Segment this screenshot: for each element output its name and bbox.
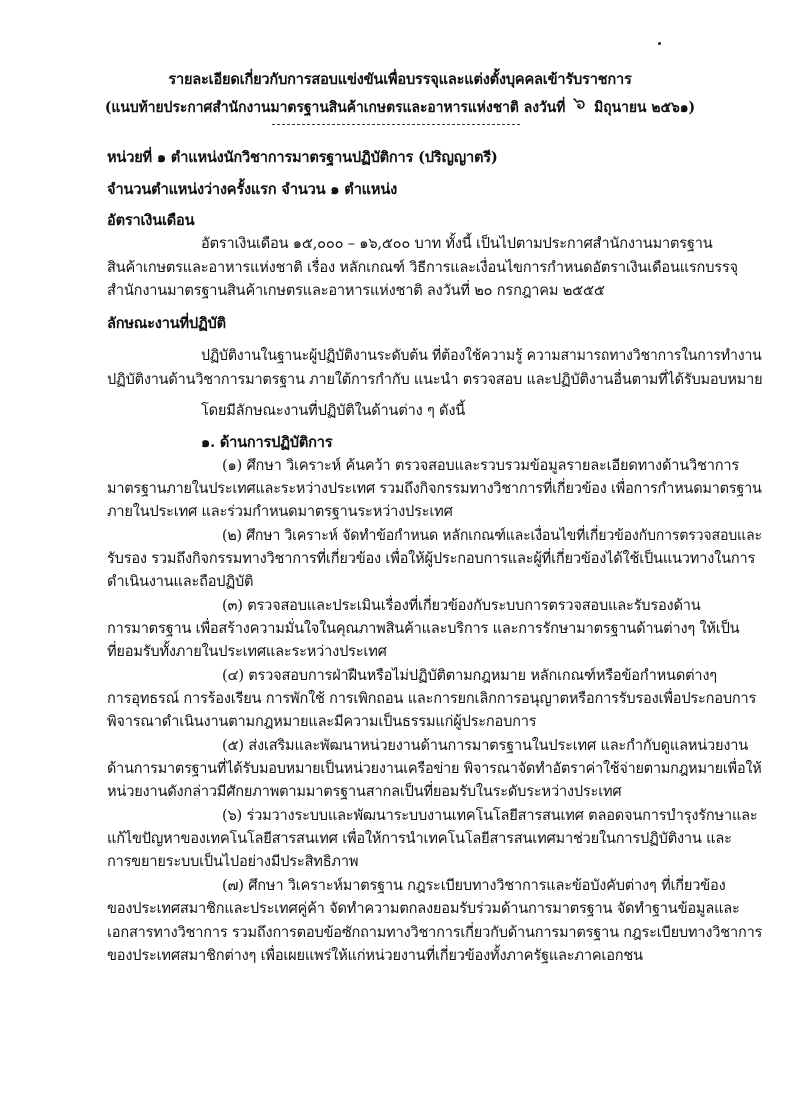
title-text-after-date: มิถุนายน ๒๕๖๑)	[594, 99, 696, 116]
task-item-line: (๕) ส่งเสริมและพัฒนาหน่วยงานด้านการมาตรฐานในประเทศ และกำกับดูแลหน่วยงาน	[222, 737, 749, 754]
dashed-separator	[272, 124, 520, 125]
task-item-line: (๔) ตรวจสอบการฝ่าฝืนหรือไม่ปฏิบัติตามกฎหมาย หลักเกณฑ์หรือข้อกำหนดต่างๆ	[222, 667, 717, 684]
task-item-line: หน่วยงานดังกล่าวมีศักยภาพตามมาตรฐานสากลเป็นที่ยอมรับในระดับระหว่างประเทศ	[107, 783, 622, 800]
vacancy-count: จำนวนตำแหน่งว่างครั้งแรก จำนวน ๑ ตำแหน่ง	[107, 181, 398, 198]
document-title-line2	[20, 90, 780, 116]
title-text-before-date: (แนบท้ายประกาศสำนักงานมาตรฐานสินค้าเกษตรและอาหารแห่งชาติ ลงวันที่	[104, 99, 566, 116]
task-item-line: แก้ไขปัญหาของเทคโนโลยีสารสนเทศ เพื่อให้การนำเทคโนโลยีสารสนเทศมาช่วยในการปฏิบัติงาน และ	[107, 830, 732, 847]
task-item-line: ของประเทศสมาชิกต่างๆ เพื่อเผยแพร่ให้แก่หน่วยงานที่เกี่ยวข้องทั้งภาครัฐและภาคเอกชน	[107, 947, 643, 964]
salary-line: สำนักงานมาตรฐานสินค้าเกษตรและอาหารแห่งชาติ ลงวันที่ ๒๐ กรกฎาคม ๒๕๕๕	[107, 282, 605, 299]
salary-heading: อัตราเงินเดือน	[107, 212, 195, 229]
task-item-line: ภายในประเทศ และร่วมกำหนดมาตรฐานระหว่างประเทศ	[107, 503, 453, 520]
salary-line: อัตราเงินเดือน ๑๕,๐๐๐ – ๑๖,๕๐๐ บาท ทั้งนี้ เป็นไปตามประกาศสำนักงานมาตรฐาน	[201, 235, 713, 252]
job-description-heading: ลักษณะงานที่ปฏิบัติ	[107, 315, 226, 332]
task-item-line: เอกสารทางวิชาการ รวมถึงการตอบข้อซักถามทางวิชาการเกี่ยวกับด้านการมาตรฐาน กฎระเบียบทางวิชาการ	[107, 924, 763, 941]
task-item-line: (๑) ศึกษา วิเคราะห์ ค้นคว้า ตรวจสอบและรวบรวมข้อมูลรายละเอียดทางด้านวิชาการ	[222, 457, 739, 474]
job-description-line: ปฏิบัติงานในฐานะผู้ปฏิบัติงานระดับต้น ที่ต้องใช้ความรู้ ความสามารถทางวิชาการในการทำงาน	[201, 347, 762, 364]
task-item-line: รับรอง รวมถึงกิจกรรมทางวิชาการที่เกี่ยวข้อง เพื่อให้ผู้ประกอบการและผู้ที่เกี่ยวข้องได้ใช้เป็นแนวทางในการ	[107, 550, 756, 567]
task-item-line: ของประเทศสมาชิกและประเทศคู่ค้า จัดทำความตกลงยอมรับร่วมด้านการมาตรฐาน จัดทำฐานข้อมูลและ	[107, 900, 740, 917]
task-item-line: การขยายระบบเป็นไปอย่างมีประสิทธิภาพ	[107, 853, 359, 870]
task-item-line: การอุทธรณ์ การร้องเรียน การพักใช้ การเพิกถอน และการยกเลิกการอนุญาตหรือการรับรองเพื่อประกอบการ	[107, 690, 757, 707]
task-item-line: (๗) ศึกษา วิเคราะห์มาตรฐาน กฎระเบียบทางวิชาการและข้อบังคับต่างๆ ที่เกี่ยวข้อง	[222, 877, 726, 894]
task-item-line: มาตรฐานภายในประเทศและระหว่างประเทศ รวมถึงกิจกรรมทางวิชาการที่เกี่ยวข้อง เพื่อการกำหนดมาตรฐาน	[107, 480, 762, 497]
scan-dot-mark	[658, 42, 661, 45]
section-heading-operations: ๑. ด้านการปฏิบัติการ	[201, 434, 333, 451]
task-item-line: ด้านการมาตรฐานที่ได้รับมอบหมายเป็นหน่วยงานเครือข่าย พิจารณาจัดทำอัตราค่าใช้จ่ายตามกฎหมายเพื่อให้	[107, 760, 762, 777]
document-title-line1: รายละเอียดเกี่ยวกับการสอบแข่งขันเพื่อบรรจุและแต่งตั้งบุคคลเข้ารับราชการ	[168, 71, 632, 88]
task-item-line: พิจารณาดำเนินงานตามกฎหมายและมีความเป็นธรรมแก่ผู้ประกอบการ	[107, 713, 537, 730]
unit-heading: หน่วยที่ ๑ ตำแหน่งนักวิชาการมาตรฐานปฏิบัติการ (ปริญญาตรี)	[107, 149, 498, 166]
job-description-line: ปฏิบัติงานด้านวิชาการมาตรฐาน ภายใต้การกำกับ แนะนำ ตรวจสอบ และปฏิบัติงานอื่นตามที่ได้รับมอบหมาย	[107, 371, 763, 388]
task-item-line: (๒) ศึกษา วิเคราะห์ จัดทำข้อกำหนด หลักเกณฑ์และเงื่อนไขที่เกี่ยวข้องกับการตรวจสอบและ	[222, 527, 762, 544]
salary-line: สินค้าเกษตรและอาหารแห่งชาติ เรื่อง หลักเกณฑ์ วิธีการและเงื่อนไขการกำหนดอัตราเงินเดือนแรกบรรจุ	[107, 259, 738, 276]
handwritten-day-number: ๖	[571, 90, 588, 116]
task-intro: โดยมีลักษณะงานที่ปฏิบัติในด้านต่าง ๆ ดังนี้	[201, 402, 466, 419]
task-item-line: ดำเนินงานและถือปฏิบัติ	[107, 573, 254, 590]
task-item-line: การมาตรฐาน เพื่อสร้างความมั่นใจในคุณภาพสินค้าและบริการ และการรักษามาตรฐานด้านต่างๆ ให้เป็น	[107, 620, 740, 637]
task-item-line: (๓) ตรวจสอบและประเมินเรื่องที่เกี่ยวข้องกับระบบการตรวจสอบและรับรองด้าน	[222, 597, 701, 614]
task-item-line: ที่ยอมรับทั้งภายในประเทศและระหว่างประเทศ	[107, 643, 387, 660]
task-item-line: (๖) ร่วมวางระบบและพัฒนาระบบงานเทคโนโลยีสารสนเทศ ตลอดจนการบำรุงรักษาและ	[222, 807, 758, 824]
